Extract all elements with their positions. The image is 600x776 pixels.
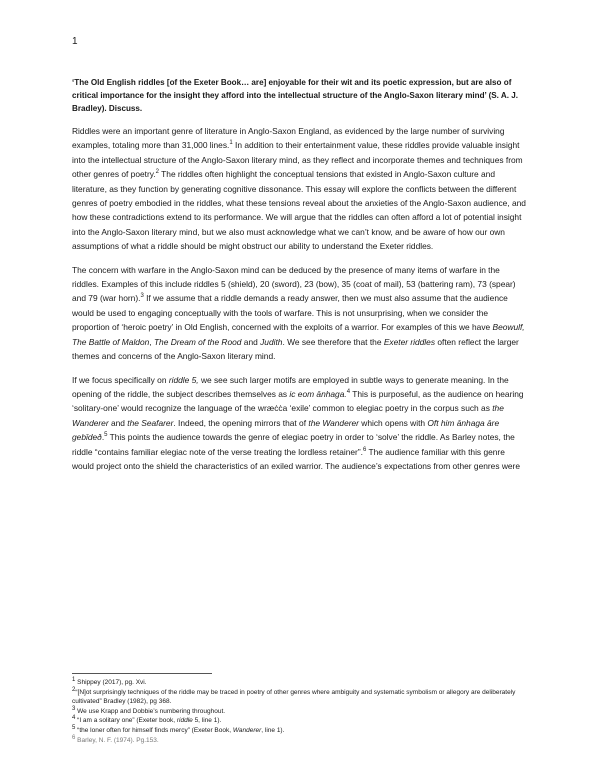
essay-body: [72, 124, 528, 482]
footnote-5: $^5$ “the loner often for himself finds mercy” (Exeter Book, Wanderer, line 1).: [72, 724, 285, 734]
footnote-ref-4[interactable]: 4: [346, 389, 351, 396]
footnote-6: $^6$ Barley, N. F. (1974). Pg.153.: [72, 734, 159, 744]
footnote-ref-2[interactable]: 2: [155, 169, 159, 176]
footnote-4: $^4$ “I am a solitary one” (Exeter book, riddle 5, line 1).: [72, 715, 222, 725]
footnote-2: $^2$“[N]ot surprisingly techniques of the riddle may be traced in poetry of other genres where ambiguity and systematic symbolism or allegory are deliberately cultivated” Bradley (1982), pg 368.: [72, 686, 516, 706]
paragraph-2: The concern with warfare in the Anglo-Saxon mind can be deduced by the presence of many items of warfare in the riddles. Examples of this include riddles 5 (shield), 20 (sword), 23 (bow), 35 (coat of mail), 53 (battering ram), 73 (spear) and 79 (war horn).$^3$ If we assume that a riddle demands a ready answer, then we must also assume that the audience would be used to engaging conceptually with the tools of warfare. This is not unsurprising, when we consider the proportion of ‘heroic poetry’ in Old English, concerned with the exploits of a warrior. For examples of this we have Beowulf, The Battle of Maldon, The Dream of the Rood and Judith. We see therefore that the Exeter riddles often reflect the larger themes and concerns of the Anglo-Saxon literary mind.: [72, 264, 525, 362]
footnote-divider: [72, 673, 212, 674]
footnote-1: $^1$ Shippey (2017), pg. Xvi.: [72, 676, 147, 686]
page-number: 1: [72, 36, 78, 47]
footnote-ref-5[interactable]: 5: [104, 432, 108, 439]
essay-title: ‘The Old English riddles [of the Exeter Book… are] enjoyable for their wit and its poetic expression, but are also of critical importance for the insight they afford into the intellectual structure of the Anglo-Saxon literary mind’ (S. A. J. Bradley). Discuss.: [72, 78, 518, 113]
paragraph-1: Riddles were an important genre of literature in Anglo-Saxon England, as evidenced by the large number of surviving examples, totaling more than 31,000 lines.$^1$ In addition to their entertainment value, these riddles provide valuable insight into the intellectual structure of the Anglo-Saxon literary mind, as they reflect and incorporate themes and techniques from other genres of poetry.$^2$ The riddles often highlight the conceptual tensions that existed in Anglo-Saxon culture and literature, as they function by generating cognitive dissonance. This essay will explore the conflicts between the different genres of poetry embodied in the riddles, what these tensions reveal about the anxieties of the Anglo-Saxon audience, and how these contradictions extend to its performance. We will argue that the riddles can often afford a lot of potential insight into the Anglo-Saxon literary mind, but we also must acknowledge what we can’t know, and be aware of how our own assumptions of what a riddle should be might obstruct our ability to understand the Exeter riddles.: [72, 126, 526, 252]
paragraph-3: If we focus specifically on riddle 5, we see such larger motifs are employed in subtle ways to generate meaning. In the opening of the riddle, the subject describes themselves as ic eom ānhaga.$^4$ This is purposeful, as the audience on hearing ‘solitary-one’ would recognize the language of the wræċċa ‘exile’ common to elegiac poetry in the corpus such as the Wanderer and the Seafarer. Indeed, the opening mirrors that of the Wanderer which opens with Oft him ānhaga āre gebīdeð.$^5$ This points the audience towards the genre of elegiac poetry in order to ‘solve’ the riddle. As Barley notes, the riddle “contains familiar elegiac note of the verse treating the lordless retainer”.$^6$ The audience familiar with this genre would project onto the shield the characteristics of an exiled warrior. The audience’s expectations from other genres were: [72, 374, 524, 471]
footnotes: [72, 678, 528, 745]
footnote-3: $^3$ We use Krapp and Dobbie’s numbering throughout.: [72, 705, 226, 715]
footnote-ref-6[interactable]: 6: [362, 446, 367, 453]
footnote-ref-1[interactable]: 1: [229, 140, 233, 147]
footnote-ref-3[interactable]: 3: [140, 293, 144, 300]
